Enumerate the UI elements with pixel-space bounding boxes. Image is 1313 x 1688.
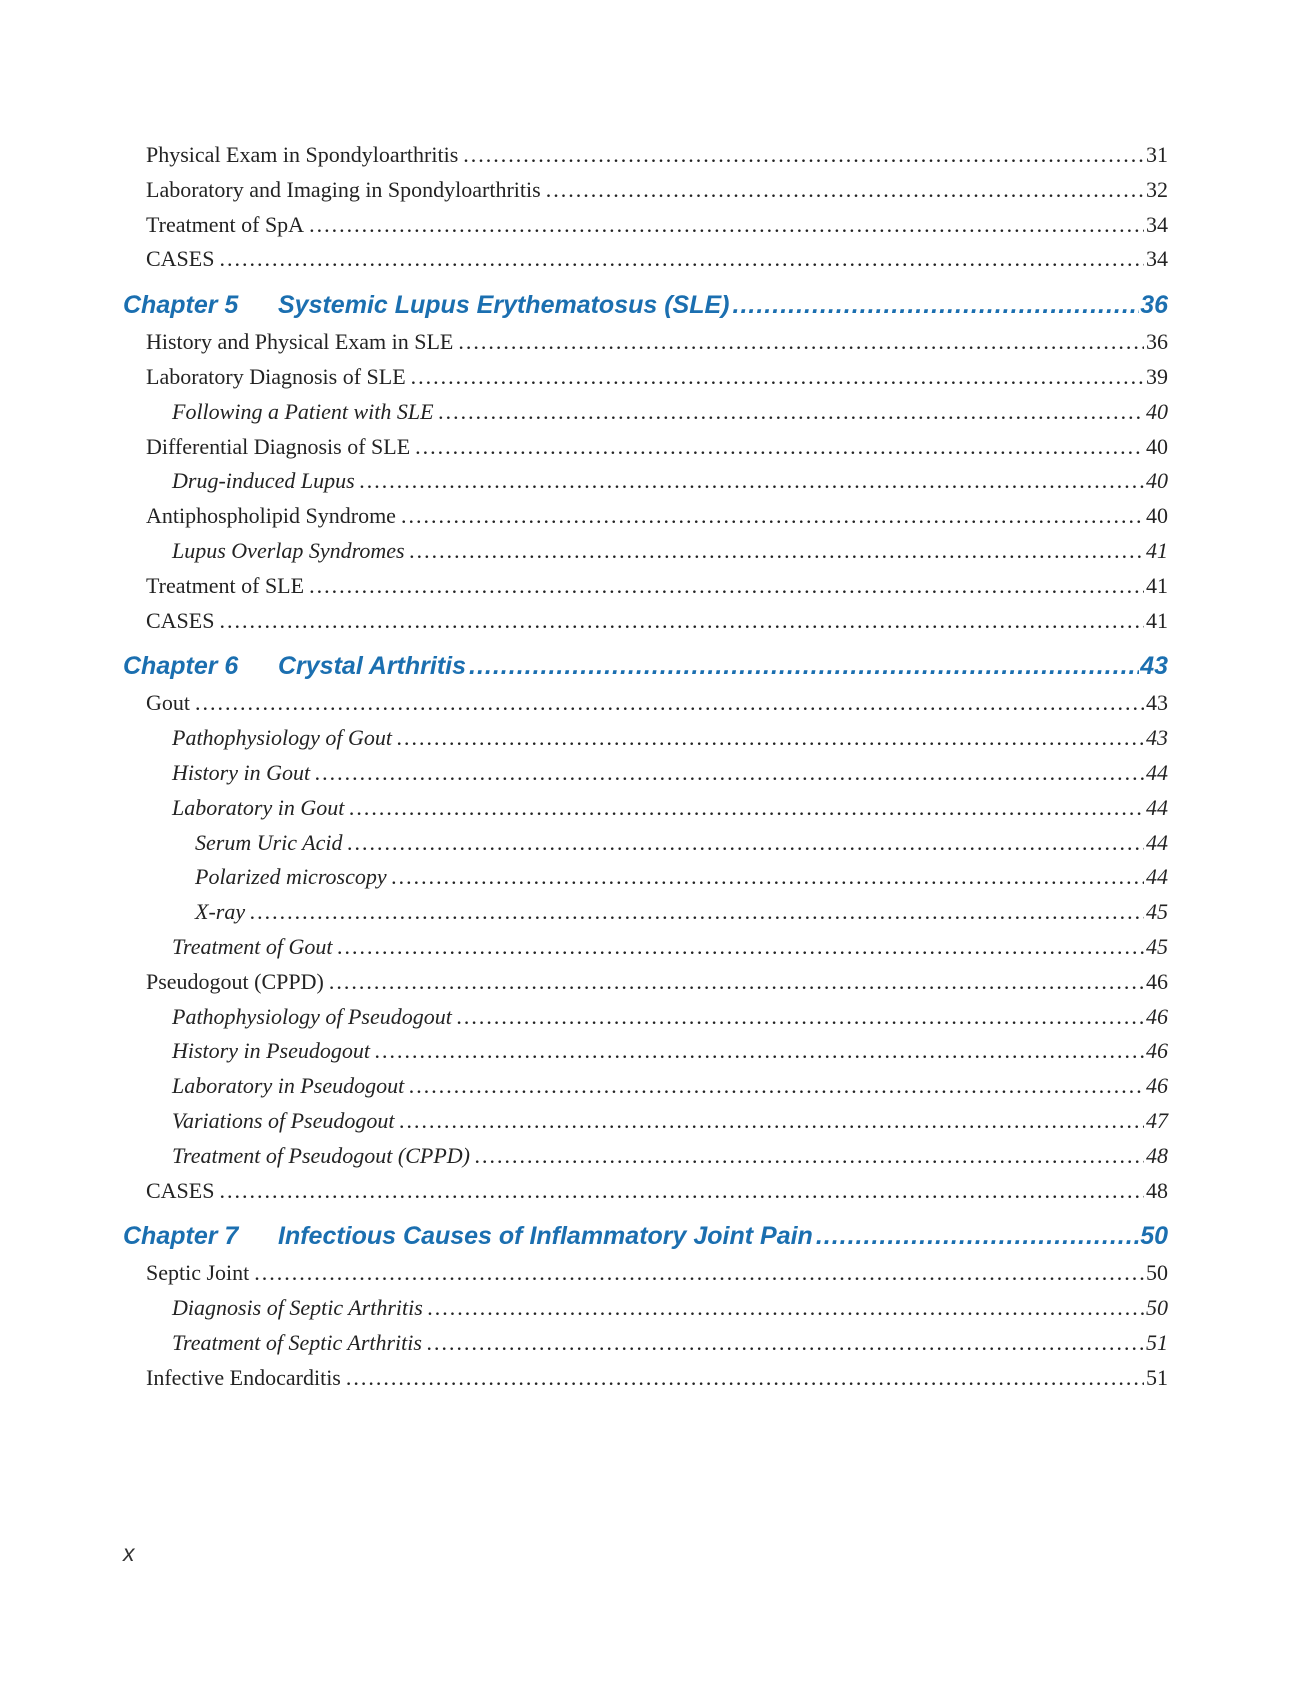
toc-entry-page: 51: [1146, 1364, 1168, 1390]
toc-entry-page: 32: [1146, 176, 1168, 202]
dot-leader: [195, 686, 1144, 721]
toc-entry-page: 48: [1146, 1177, 1168, 1203]
toc-entry: [123, 686, 1168, 721]
toc-entry-title: CASES: [146, 607, 215, 633]
toc-entry: [123, 534, 1168, 569]
toc-entry: [123, 756, 1168, 791]
dot-leader: [439, 395, 1144, 430]
toc-entry: [123, 1104, 1168, 1139]
dot-leader: [411, 360, 1144, 395]
dot-leader: [475, 1139, 1144, 1174]
dot-leader: [219, 604, 1144, 639]
dot-leader: [397, 721, 1144, 756]
toc-entry-page: 40: [1146, 398, 1168, 424]
toc-entry-page: 31: [1146, 142, 1168, 167]
dot-leader: [458, 325, 1144, 360]
toc-entry-page: 48: [1146, 1142, 1168, 1168]
dot-leader: [427, 1326, 1144, 1361]
toc-entry: [123, 721, 1168, 756]
toc-entry-title: Laboratory in Pseudogout: [172, 1073, 405, 1099]
toc-entry-title: Pseudogout (CPPD): [146, 968, 324, 994]
page-number-footer: x: [123, 1540, 135, 1566]
dot-leader: [428, 1291, 1144, 1326]
toc-entry-title: X-ray: [195, 899, 246, 925]
toc-entry-title: Pathophysiology of Gout: [172, 725, 392, 751]
dot-leader: [463, 138, 1144, 173]
dot-leader: [309, 569, 1144, 604]
dot-leader: [733, 285, 1140, 325]
chapter-page-number: 36: [1140, 291, 1168, 320]
toc-entry: [123, 1326, 1168, 1361]
toc-entry-title: Lupus Overlap Syndromes: [172, 537, 405, 563]
toc-entry-title: Drug-induced Lupus: [172, 468, 355, 494]
toc-entry: [123, 430, 1168, 465]
toc-entry: [123, 860, 1168, 895]
dot-leader: [410, 534, 1144, 569]
toc-entry-title: Treatment of SLE: [146, 572, 305, 598]
toc-entry: [123, 360, 1168, 395]
dot-leader: [816, 1216, 1139, 1256]
dot-leader: [360, 464, 1144, 499]
toc-entry-page: 43: [1146, 690, 1168, 716]
toc-entry: [123, 1034, 1168, 1069]
toc-entry-title: History in Pseudogout: [172, 1038, 370, 1064]
dot-leader: [347, 826, 1144, 861]
toc-entry-page: 46: [1146, 1073, 1168, 1099]
dot-leader: [254, 1256, 1144, 1291]
chapter-page-number: 43: [1140, 652, 1168, 681]
toc-entry: [123, 895, 1168, 930]
chapter-heading-row: [123, 1216, 1168, 1256]
dot-leader: [309, 208, 1144, 243]
toc-entry-title: History and Physical Exam in SLE: [146, 329, 454, 355]
toc-entry: [123, 965, 1168, 1000]
toc-entry-title: Variations of Pseudogout: [172, 1107, 395, 1133]
toc-entry-title: Treatment of Septic Arthritis: [172, 1329, 422, 1355]
toc-entry-page: 40: [1146, 503, 1168, 529]
toc-entry: [123, 1174, 1168, 1209]
toc-entry: [123, 1000, 1168, 1035]
toc-entry-page: 41: [1146, 537, 1168, 563]
toc-entry-title: Physical Exam in Spondyloarthritis: [146, 142, 459, 167]
toc-entry-title: Laboratory Diagnosis of SLE: [146, 363, 406, 389]
toc-entry-title: CASES: [146, 246, 215, 272]
dot-leader: [399, 1104, 1144, 1139]
toc-entry-title: Diagnosis of Septic Arthritis: [172, 1295, 423, 1321]
toc-entry-title: Serum Uric Acid: [195, 829, 343, 855]
dot-leader: [219, 242, 1144, 277]
toc-entry: [123, 1291, 1168, 1326]
dot-leader: [346, 1361, 1144, 1396]
toc-entry: [123, 1069, 1168, 1104]
dot-leader: [415, 430, 1144, 465]
toc-entry-title: CASES: [146, 1177, 215, 1203]
toc-entry-page: 43: [1146, 725, 1168, 751]
dot-leader: [469, 646, 1139, 686]
dot-leader: [392, 860, 1144, 895]
toc-entry-page: 41: [1146, 572, 1168, 598]
toc-entry-page: 40: [1146, 468, 1168, 494]
toc-entry: [123, 930, 1168, 965]
toc-entry-title: Laboratory in Gout: [172, 794, 345, 820]
toc-entry: [123, 826, 1168, 861]
toc-entry: [123, 395, 1168, 430]
toc-entry-page: 50: [1146, 1295, 1168, 1321]
dot-leader: [546, 173, 1144, 208]
chapter-label: Chapter 5: [123, 291, 239, 320]
toc-entry-title: Infective Endocarditis: [146, 1364, 341, 1390]
toc-entry: [123, 138, 1168, 173]
toc-entry-title: Treatment of Gout: [172, 933, 333, 959]
dot-leader: [457, 1000, 1144, 1035]
toc-entry: [123, 173, 1168, 208]
toc-entry: [123, 464, 1168, 499]
toc-entry-title: Differential Diagnosis of SLE: [146, 433, 411, 459]
toc-entry-page: 46: [1146, 1038, 1168, 1064]
chapter-title: Infectious Causes of Inflammatory Joint Pain: [278, 1222, 813, 1251]
toc-entry-title: Treatment of Pseudogout (CPPD): [172, 1142, 470, 1168]
dot-leader: [219, 1174, 1144, 1209]
toc-entry-page: 46: [1146, 968, 1168, 994]
dot-leader: [409, 1069, 1144, 1104]
toc-entry: [123, 242, 1168, 277]
dot-leader: [401, 499, 1144, 534]
toc-entry-page: 36: [1146, 329, 1168, 355]
toc-entry: [123, 604, 1168, 639]
toc-entry-page: 47: [1146, 1107, 1168, 1133]
toc-entry: [123, 1361, 1168, 1396]
toc-entry-page: 39: [1146, 363, 1168, 389]
toc-entry-page: 44: [1146, 759, 1168, 785]
toc-entry: [123, 208, 1168, 243]
toc-entry-page: 34: [1146, 211, 1168, 237]
toc-entry-title: Septic Joint: [146, 1260, 250, 1286]
toc-entry-title: Following a Patient with SLE: [172, 398, 434, 424]
toc-entry-page: 44: [1146, 829, 1168, 855]
toc-entry-title: Laboratory and Imaging in Spondyloarthritis: [146, 176, 541, 202]
toc-entry-page: 50: [1146, 1260, 1168, 1286]
toc-entry-title: Pathophysiology of Pseudogout: [172, 1003, 452, 1029]
toc-entry-page: 46: [1146, 1003, 1168, 1029]
toc-entry-page: 34: [1146, 246, 1168, 272]
toc-entry: [123, 569, 1168, 604]
toc-entry-title: Treatment of SpA: [146, 211, 305, 237]
toc-entry: [123, 499, 1168, 534]
dot-leader: [329, 965, 1144, 1000]
dot-leader: [375, 1034, 1144, 1069]
dot-leader: [338, 930, 1144, 965]
toc-entry-title: Antiphospholipid Syndrome: [146, 503, 396, 529]
toc-entry-page: 45: [1146, 933, 1168, 959]
toc-entry: [123, 1256, 1168, 1291]
chapter-label: Chapter 7: [123, 1222, 239, 1251]
chapter-title: Crystal Arthritis: [278, 652, 467, 681]
toc-entry-title: Gout: [146, 690, 190, 716]
chapter-heading-row: [123, 646, 1168, 686]
toc-entry-page: 44: [1146, 794, 1168, 820]
toc-entry-page: 41: [1146, 607, 1168, 633]
chapter-heading-row: [123, 285, 1168, 325]
toc-entry-title: Polarized microscopy: [195, 864, 387, 890]
dot-leader: [315, 756, 1144, 791]
toc-entry-page: 44: [1146, 864, 1168, 890]
chapter-label: Chapter 6: [123, 652, 239, 681]
chapter-page-number: 50: [1140, 1222, 1168, 1251]
dot-leader: [250, 895, 1144, 930]
toc-entry-page: 51: [1146, 1329, 1168, 1355]
toc-entry-page: 45: [1146, 899, 1168, 925]
chapter-title: Systemic Lupus Erythematosus (SLE): [278, 291, 730, 320]
toc-entry: [123, 791, 1168, 826]
toc-entry: [123, 1139, 1168, 1174]
dot-leader: [349, 791, 1144, 826]
toc-entry-title: History in Gout: [172, 759, 311, 785]
toc-entry-page: 40: [1146, 433, 1168, 459]
toc-entry: [123, 325, 1168, 360]
